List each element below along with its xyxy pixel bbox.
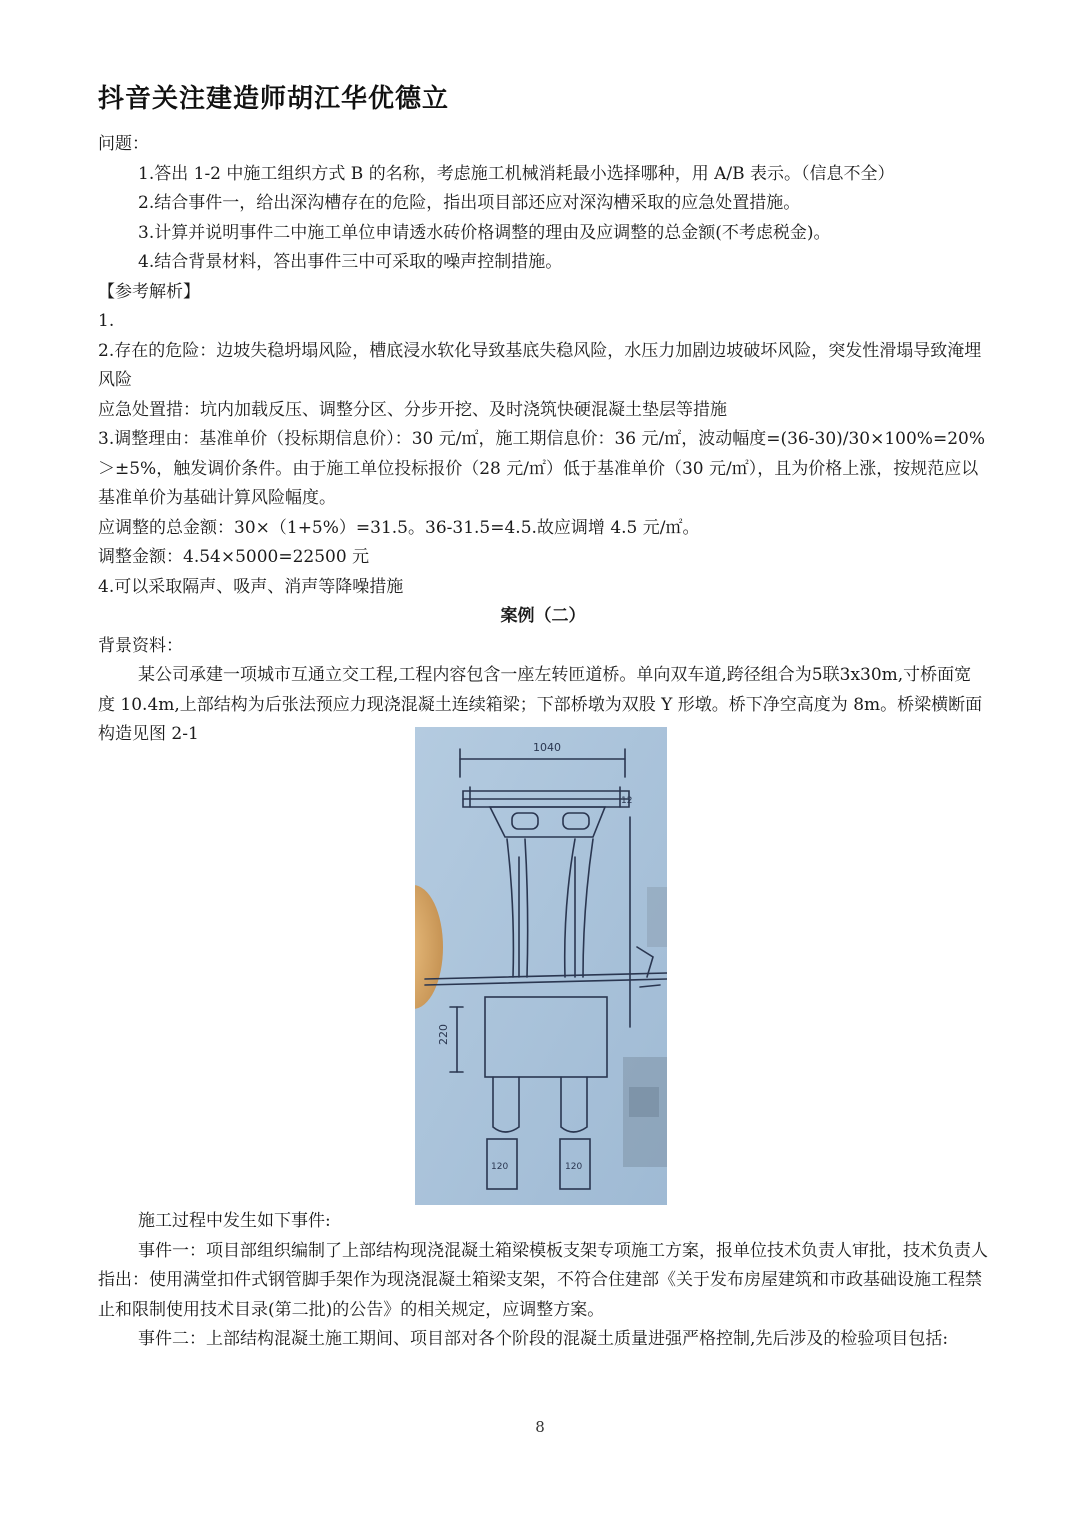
- question-item-1: 1.答出 1-2 中施工组织方式 B 的名称，考虑施工机械消耗最小选择哪种，用 A/B 表示。（信息不全）: [138, 163, 895, 184]
- analysis-label: 【参考解析】: [98, 281, 200, 302]
- question-item-3: 3.计算并说明事件二中施工单位申请透水砖价格调整的理由及应调整的总金额(不考虑税金)。: [138, 222, 831, 243]
- event-1-text: 事件一：项目部组织编制了上部结构现浇混凝土箱梁模板支架专项施工方案，报单位技术负责人审批，技术负责人指出：使用满堂扣件式钢管脚手架作为现浇混凝土箱梁支架，不符合住建部《关于发布房屋建筑和市政基础设施工程禁止和限制使用技术目录(第二批)的公告》的相关规定，应调整方案。: [98, 1240, 988, 1320]
- figure-label-bottom-b: 120: [565, 1162, 583, 1172]
- analysis-line-3: 应急处置措：坑内加载反压、调整分区、分步开挖、及时浇筑快硬混凝土垫层等措施: [98, 399, 727, 420]
- analysis-line-2: 2.存在的危险：边坡失稳坍塌风险，槽底浸水软化导致基底失稳风险，水压力加剧边坡破坏风险，突发性滑塌导致淹埋风险: [98, 340, 982, 390]
- events-intro: 施工过程中发生如下事件:: [138, 1211, 331, 1231]
- events-content: [98, 1207, 988, 1355]
- analysis-line-7: 4.可以采取隔声、吸声、消声等降噪措施: [98, 576, 404, 597]
- figure-label-width: 1040: [533, 741, 561, 754]
- analysis-line-5: 应调整的总金额：30×（1+5%）=31.5。36-31.5=4.5.故应调增 4.5 元/㎡。: [98, 517, 700, 538]
- question-item-2: 2.结合事件一，给出深沟槽存在的危险，指出项目部还应对深沟槽采取的应急处置措施。: [138, 193, 801, 213]
- question-item-4: 4.结合背景材料，答出事件三中可采取的噪声控制措施。: [138, 252, 563, 272]
- page-number: 8: [535, 1418, 545, 1436]
- background-label: 背景资料：: [98, 635, 183, 656]
- analysis-line-1: 1.: [98, 311, 115, 331]
- background-text: 某公司承建一项城市互通立交工程,工程内容包含一座左转匝道桥。单向双车道,跨径组合为5联3x30m,寸桥面宽度 10.4m,上部结构为后张法预应力现浇混凝土连续箱梁；下部桥墩为双股 Y 形墩。桥下净空高度为 8m。桥梁横断面构造见图 2-1: [98, 665, 983, 744]
- bridge-cross-section-photo: [415, 727, 667, 1205]
- analysis-line-4: 3.调整理由：基准单价（投标期信息价）：30 元/㎡，施工期信息价：36 元/㎡，波动幅度=(36-30)/30×100%=20%＞±5%，触发调价条件。由于施工单位投标报价（28 元/㎡）低于基准单价（30 元/㎡），且为价格上涨，按规范应以基准单价为基础计算风险幅度。: [98, 429, 985, 508]
- page-header-title: 抖音关注建造师胡江华优德立: [98, 84, 450, 114]
- analysis-line-6: 调整金额：4.54×5000=22500 元: [98, 547, 370, 567]
- figure-label-bottom-a: 120: [491, 1162, 509, 1172]
- figure-label-left-dim: 220: [437, 1024, 450, 1045]
- questions-label: 问题：: [98, 134, 149, 154]
- case-2-title: 案例（二）: [500, 606, 586, 626]
- event-2-text: 事件二：上部结构混凝土施工期间、项目部对各个阶段的混凝土质量进强严格控制,先后涉及的检验项目包括:: [138, 1329, 949, 1349]
- main-content: [98, 130, 988, 750]
- figure-label-right-dim: 12: [621, 796, 633, 806]
